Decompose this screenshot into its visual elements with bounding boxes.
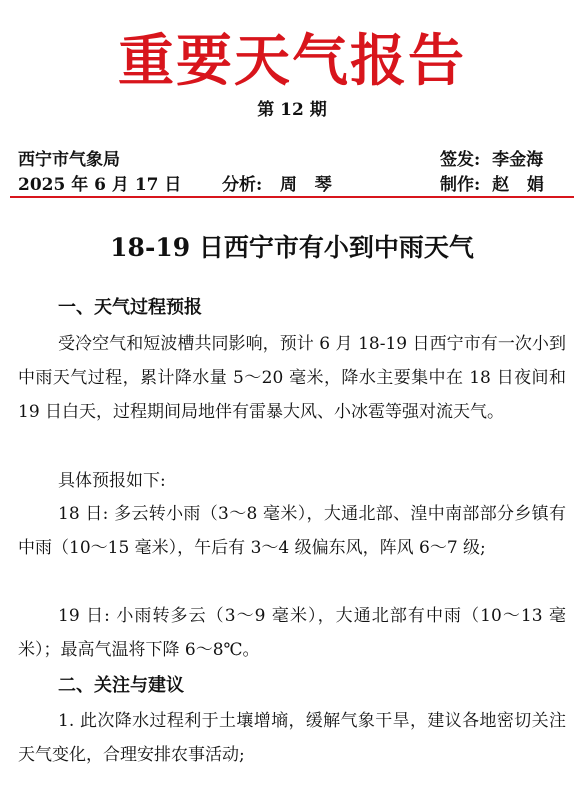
issuer: 西宁市气象局 [18, 150, 120, 170]
producer: 制作: 赵 娟 [440, 175, 544, 195]
section-title-forecast: 一、天气过程预报 [58, 297, 202, 318]
issue-number: 第 12 期 [257, 100, 327, 120]
forecast-day-18: 18 日: 多云转小雨（3～8 毫米），大通北部、湟中南部部分乡镇有中雨（10～15 毫米），午后有 3～4 级偏东风，阵风 6～7 级; [18, 504, 566, 558]
section-title-advice: 二、关注与建议 [58, 675, 184, 696]
forecast-intro: 具体预报如下: [58, 471, 166, 491]
report-masthead: 重要天气报告 [118, 28, 466, 94]
issue-date: 2025 年 6 月 17 日 [18, 175, 182, 195]
report-headline: 18-19 日西宁市有小到中雨天气 [110, 233, 474, 262]
forecast-paragraph: 受冷空气和短波槽共同影响，预计 6 月 18-19 日西宁市有一次小到中雨天气过程，累计降水量 5～20 毫米，降水主要集中在 18 日夜间和 19 日白天，过程期间局地伴有雷暴大风、小冰雹等强对流天气。 [18, 334, 566, 422]
advice-item-1: 1. 此次降水过程利于土壤增墒，缓解气象干旱，建议各地密切关注天气变化，合理安排农事活动; [18, 711, 566, 765]
forecast-day-19: 19 日: 小雨转多云（3～9 毫米），大通北部有中雨（10～13 毫米）；最高气温将下降 6～8℃。 [18, 606, 566, 660]
signer: 签发: 李金海 [440, 150, 544, 170]
header-divider [10, 196, 574, 198]
analyst: 分析: 周 琴 [222, 175, 332, 195]
